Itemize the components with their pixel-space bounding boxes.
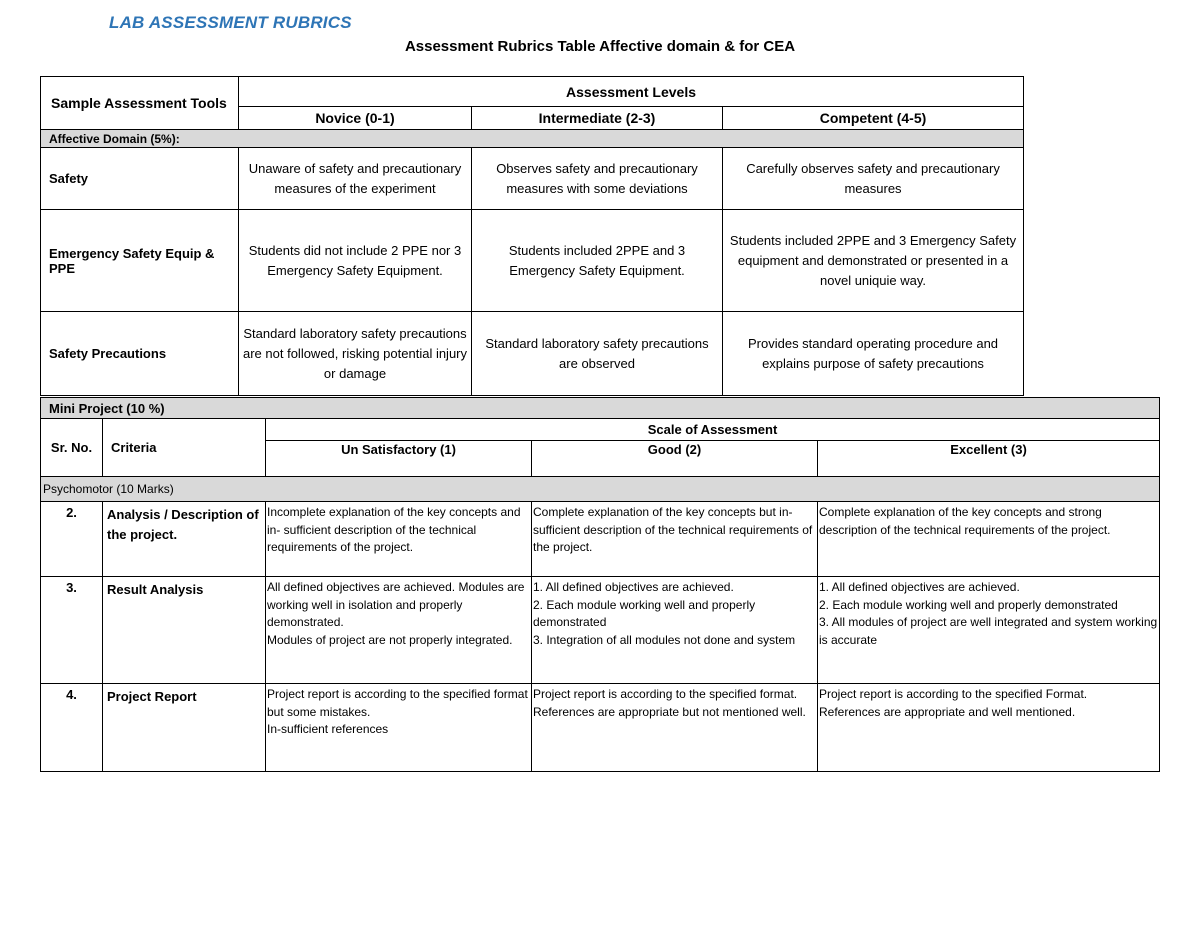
section-affective-domain: Affective Domain (5%):	[41, 130, 1024, 148]
row-number: 3.	[41, 577, 103, 684]
row-number: 2.	[41, 502, 103, 577]
descriptor-cell: Students included 2PPE and 3 Emergency Safety Equipment.	[472, 210, 723, 312]
descriptor-cell: Carefully observes safety and precautionary measures	[723, 148, 1024, 210]
descriptor-cell: Observes safety and precautionary measures with some deviations	[472, 148, 723, 210]
table-row	[41, 684, 1160, 772]
table-row	[41, 312, 1024, 396]
row-number: 4.	[41, 684, 103, 772]
descriptor-cell: Students included 2PPE and 3 Emergency Safety equipment and demonstrated or presented in a novel uniquie way.	[723, 210, 1024, 312]
descriptor-line: Project report is according to the specified Format.	[819, 687, 1088, 701]
level-header-novice: Novice (0-1)	[239, 107, 472, 130]
tools-header: Sample Assessment Tools	[41, 77, 239, 130]
descriptor-line: In-sufficient references	[267, 722, 389, 736]
descriptor-cell	[266, 684, 532, 772]
descriptor-cell	[532, 684, 818, 772]
descriptor-cell	[818, 577, 1160, 684]
table-header-row	[41, 419, 1160, 441]
srno-header: Sr. No.	[41, 419, 103, 477]
descriptor-line: Complete explanation of the key concepts and strong description of the technical requirements of the project.	[819, 505, 1111, 537]
table-row	[41, 502, 1160, 577]
levels-header: Assessment Levels	[239, 77, 1024, 107]
criterion-cell: Safety	[41, 148, 239, 210]
criteria-header: Criteria	[103, 419, 266, 477]
criterion-cell: Safety Precautions	[41, 312, 239, 396]
descriptor-cell: Standard laboratory safety precautions are observed	[472, 312, 723, 396]
descriptor-cell: Unaware of safety and precautionary measures of the experiment	[239, 148, 472, 210]
criterion-cell: Project Report	[103, 684, 266, 772]
descriptor-line: Incomplete explanation of the key concepts and in- sufficient description of the technical requirements of the project.	[267, 505, 521, 554]
descriptor-cell: Students did not include 2 PPE nor 3 Emergency Safety Equipment.	[239, 210, 472, 312]
descriptor-line: References are appropriate and well mentioned.	[819, 704, 1076, 719]
descriptor-cell	[532, 577, 818, 684]
mini-project-rubric-table	[40, 397, 1160, 772]
descriptor-cell	[532, 502, 818, 577]
criterion-cell: Analysis / Description of the project.	[103, 502, 266, 577]
descriptor-line: 2. Each module working well and properly demonstrated	[533, 597, 756, 629]
descriptor-cell	[266, 502, 532, 577]
section-row	[41, 477, 1160, 502]
criterion-cell: Result Analysis	[103, 577, 266, 684]
level-header-competent: Competent (4-5)	[723, 107, 1024, 130]
section-psychomotor: Psychomotor (10 Marks)	[41, 477, 1160, 502]
table-row	[41, 210, 1024, 312]
section-row	[41, 398, 1160, 419]
descriptor-line: Project report is according to the specified format but some mistakes.	[267, 687, 528, 719]
criterion-cell: Emergency Safety Equip & PPE	[41, 210, 239, 312]
descriptor-cell: Standard laboratory safety precautions are not followed, risking potential injury or damage	[239, 312, 472, 396]
descriptor-line: 3. Integration of all modules not done and system	[533, 632, 796, 647]
level-header-good: Good (2)	[532, 441, 818, 477]
table-row	[41, 577, 1160, 684]
descriptor-line: All defined objectives are achieved. Modules are working well in isolation and properly demonstrated.	[267, 580, 525, 629]
affective-rubric-table	[40, 76, 1024, 396]
descriptor-line: 2. Each module working well and properly demonstrated	[819, 597, 1118, 612]
doc-subtitle: Assessment Rubrics Table Affective domain & for CEA	[404, 38, 796, 55]
level-header-unsatisfactory: Un Satisfactory (1)	[266, 441, 532, 477]
scale-header: Scale of Assessment	[266, 419, 1160, 441]
descriptor-line: 1. All defined objectives are achieved.	[533, 580, 734, 594]
table-header-row	[41, 77, 1024, 107]
table-row	[41, 148, 1024, 210]
doc-heading: LAB ASSESSMENT RUBRICS	[109, 13, 352, 32]
descriptor-cell	[818, 684, 1160, 772]
descriptor-line: 1. All defined objectives are achieved.	[819, 580, 1020, 594]
descriptor-cell: Provides standard operating procedure and explains purpose of safety precautions	[723, 312, 1024, 396]
level-header-excellent: Excellent (3)	[818, 441, 1160, 477]
level-header-intermediate: Intermediate (2-3)	[472, 107, 723, 130]
descriptor-cell	[266, 577, 532, 684]
descriptor-line: Complete explanation of the key concepts but in-sufficient description of the technical requirements of the project.	[533, 505, 813, 554]
descriptor-line: 3. All modules of project are well integrated and system working is accurate	[819, 615, 1158, 647]
descriptor-line: Modules of project are not properly integrated.	[267, 632, 513, 647]
section-mini-project: Mini Project (10 %)	[41, 398, 1160, 419]
descriptor-line: Project report is according to the specified format.	[533, 687, 798, 701]
descriptor-cell	[818, 502, 1160, 577]
descriptor-line: References are appropriate but not mentioned well.	[533, 704, 806, 719]
section-row	[41, 130, 1024, 148]
